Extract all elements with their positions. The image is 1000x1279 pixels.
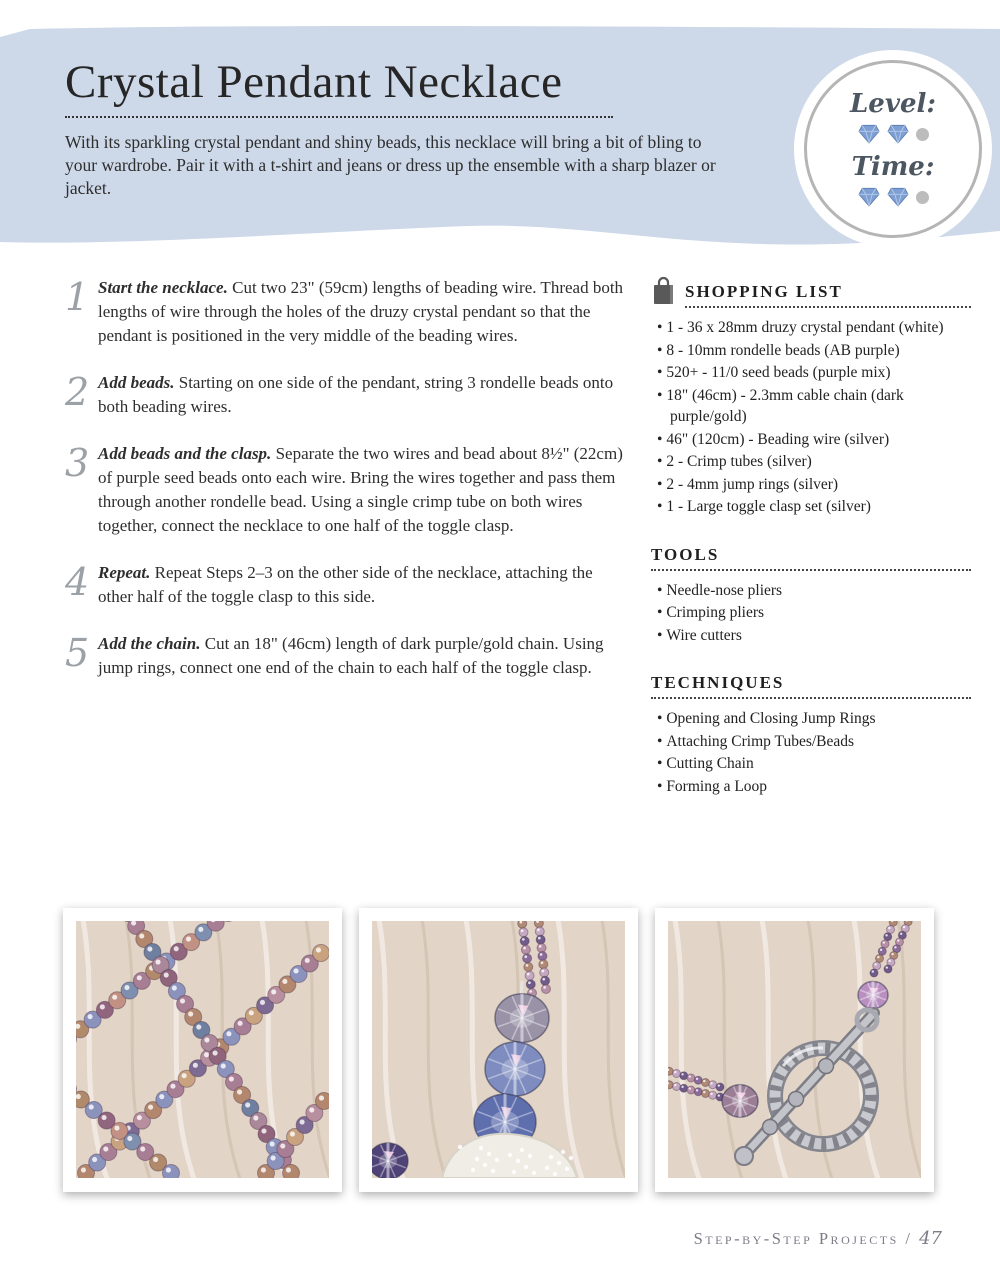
tools-title: TOOLS xyxy=(651,545,971,571)
step-number: 1 xyxy=(65,275,90,319)
step-text xyxy=(98,276,625,348)
list-item: • 2 - Crimp tubes (silver) xyxy=(657,451,971,473)
photo-row xyxy=(63,908,934,1192)
step-instructions: Cut two 23" (59cm) lengths of beading wire. Thread both lengths of wire through the holes of the druzy crystal pendant so that the pendant is positioned in the very middle of the beading wires. xyxy=(98,278,624,345)
step-item xyxy=(65,632,625,680)
step-lead: Add beads and the clasp. xyxy=(98,444,272,463)
step-item xyxy=(65,276,625,348)
list-item: • Opening and Closing Jump Rings xyxy=(657,708,971,730)
step-instructions: Separate the two wires and bead about 8½" (22cm) of purple seed beads onto each wire. Bring the wires together and pass them through another rondelle bead. Using a single crimp tube on both wires together, connect the necklace to one half of the toggle clasp. xyxy=(98,444,623,535)
step-item xyxy=(65,442,625,538)
diamond-icon xyxy=(887,187,909,207)
list-item: • 1 - 36 x 28mm druzy crystal pendant (white) xyxy=(657,317,971,339)
step-number: 4 xyxy=(65,560,90,604)
intro-paragraph: With its sparkling crystal pendant and shiny beads, this necklace will bring a bit of bling to your wardrobe. Pair it with a t-shirt and jeans or dress up the ensemble with a sharp blazer or jacket. xyxy=(65,131,716,198)
dot-icon xyxy=(916,191,929,204)
shopping-bag-icon xyxy=(651,276,676,306)
step-lead: Start the necklace. xyxy=(98,278,228,297)
tools-header xyxy=(651,545,971,571)
tools-items xyxy=(651,580,971,647)
page-header xyxy=(65,56,755,200)
steps-list xyxy=(65,276,625,798)
shopping-list-header xyxy=(651,276,971,308)
footer-section-label: Step-by-Step Projects xyxy=(693,1229,899,1248)
step-item xyxy=(65,371,625,419)
techniques-title: TECHNIQUES xyxy=(651,673,971,699)
step-lead: Add the chain. xyxy=(98,634,201,653)
techniques-header xyxy=(651,673,971,699)
diamond-icon xyxy=(858,187,880,207)
seed-bead-strands-photo xyxy=(76,921,329,1178)
time-rating xyxy=(858,187,929,207)
page-footer xyxy=(694,1228,942,1249)
diamond-icon xyxy=(858,124,880,144)
photo-frame xyxy=(655,908,934,1192)
list-item: • Wire cutters xyxy=(657,625,971,647)
list-item: • 8 - 10mm rondelle beads (AB purple) xyxy=(657,340,971,362)
list-item: • Needle-nose pliers xyxy=(657,580,971,602)
footer-separator: / xyxy=(905,1229,913,1248)
step-item xyxy=(65,561,625,609)
dot-icon xyxy=(916,128,929,141)
techniques-items xyxy=(651,708,971,797)
list-item: • 1 - Large toggle clasp set (silver) xyxy=(657,496,971,518)
level-rating xyxy=(858,124,929,144)
time-label: Time: xyxy=(851,152,935,182)
list-item: • 18" (46cm) - 2.3mm cable chain (dark purple/gold) xyxy=(657,385,971,428)
step-instructions: Cut an 18" (46cm) length of dark purple/gold chain. Using jump rings, connect one end of the chain to each half of the toggle clasp. xyxy=(98,634,604,677)
step-lead: Add beads. xyxy=(98,373,175,392)
page-number: 47 xyxy=(919,1228,942,1249)
list-item: • Forming a Loop xyxy=(657,776,971,798)
list-item: • 520+ - 11/0 seed beads (purple mix) xyxy=(657,362,971,384)
page-title: Crystal Pendant Necklace xyxy=(65,56,563,108)
level-label: Level: xyxy=(850,89,936,119)
step-instructions: Starting on one side of the pendant, string 3 rondelle beads onto both beading wires. xyxy=(98,373,614,416)
list-item: • Attaching Crimp Tubes/Beads xyxy=(657,731,971,753)
diamond-icon xyxy=(887,124,909,144)
photo-frame xyxy=(359,908,638,1192)
step-number: 5 xyxy=(65,631,90,675)
main-content xyxy=(65,276,971,798)
step-text xyxy=(98,632,625,680)
step-text xyxy=(98,561,625,609)
shopping-list-title: SHOPPING LIST xyxy=(685,282,971,308)
level-time-badge-ring xyxy=(804,60,982,238)
step-instructions: Repeat Steps 2–3 on the other side of the necklace, attaching the other half of the toggle clasp to this side. xyxy=(98,563,593,606)
level-time-badge xyxy=(794,50,992,248)
shopping-list-items xyxy=(651,317,971,518)
step-number: 2 xyxy=(65,370,90,414)
step-lead: Repeat. xyxy=(98,563,151,582)
crystal-beads-and-pendant-photo xyxy=(372,921,625,1178)
list-item: • 46" (120cm) - Beading wire (silver) xyxy=(657,429,971,451)
list-item: • 2 - 4mm jump rings (silver) xyxy=(657,474,971,496)
step-text xyxy=(98,371,625,419)
sidebar xyxy=(651,276,971,798)
photo-frame xyxy=(63,908,342,1192)
step-number: 3 xyxy=(65,441,90,485)
list-item: • Cutting Chain xyxy=(657,753,971,775)
step-text xyxy=(98,442,625,538)
title-dotted-rule xyxy=(65,116,613,118)
list-item: • Crimping pliers xyxy=(657,602,971,624)
toggle-clasp-photo xyxy=(668,921,921,1178)
